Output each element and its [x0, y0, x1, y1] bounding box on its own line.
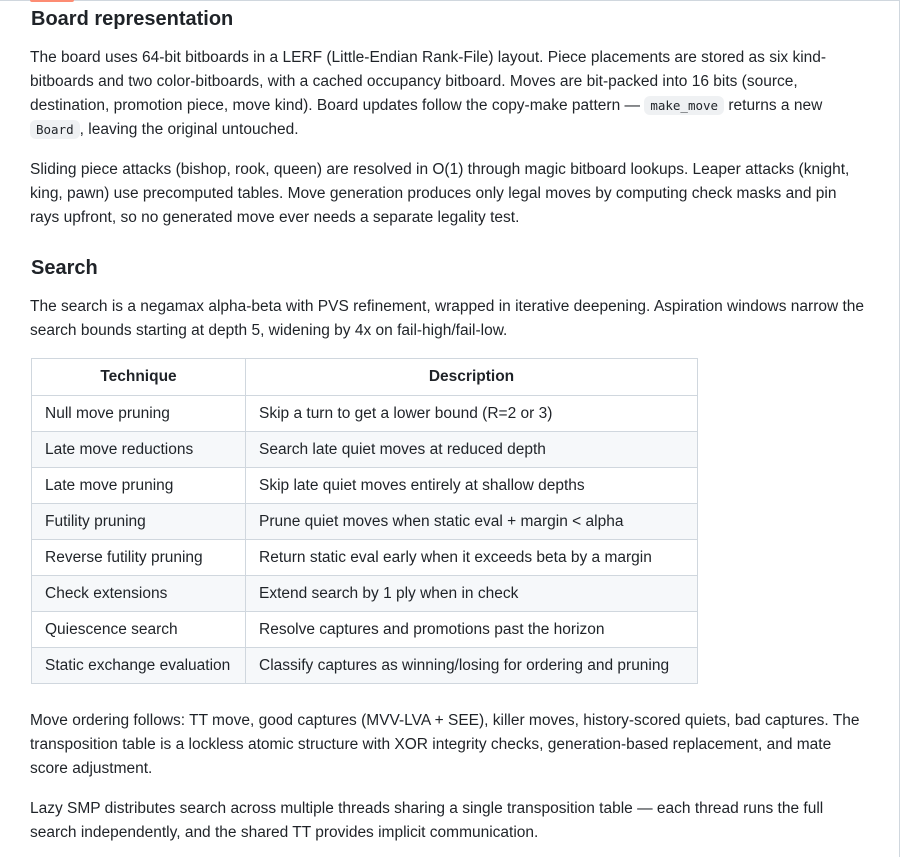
cell-description: Resolve captures and promotions past the horizon	[246, 612, 698, 648]
cell-description: Extend search by 1 ply when in check	[246, 576, 698, 612]
text-run: The board uses 64-bit bitboards in a LERF (Little-Endian Rank-File) layout. Piece placements are stored as six kind-bitboards and two color-bitboards, with a cached occupancy bitboard. Moves are bit-packed into 16 bits (source, destination, promotion piece, move kind). Board updates follow the copy-make pattern —	[30, 49, 827, 114]
table-row	[32, 576, 698, 612]
cell-technique: Check extensions	[32, 576, 246, 612]
paragraph-board-1	[30, 46, 870, 142]
text-run: returns a new	[724, 97, 823, 114]
cell-description: Skip a turn to get a lower bound (R=2 or 3)	[246, 396, 698, 432]
cell-technique: Quiescence search	[32, 612, 246, 648]
table-row	[32, 468, 698, 504]
tab-underline-accent	[30, 0, 74, 2]
cell-technique: Static exchange evaluation	[32, 648, 246, 684]
cell-description: Return static eval early when it exceeds beta by a margin	[246, 540, 698, 576]
cell-technique: Null move pruning	[32, 396, 246, 432]
cell-technique: Futility pruning	[32, 504, 246, 540]
header-technique: Technique	[32, 359, 246, 396]
cell-technique: Reverse futility pruning	[32, 540, 246, 576]
paragraph-search-1: The search is a negamax alpha-beta with PVS refinement, wrapped in iterative deepening. Aspiration windows narrow the search bounds starting at depth 5, widening by 4x on fail-high/fail-low.	[30, 298, 865, 339]
table-header-row	[32, 359, 698, 396]
table-row	[32, 432, 698, 468]
header-description: Description	[246, 359, 698, 396]
table-row	[32, 612, 698, 648]
paragraph-search-3: Lazy SMP distributes search across multiple threads sharing a single transposition table — each thread runs the full search independently, and the shared TT provides implicit communication.	[30, 800, 824, 841]
paragraph-search-2: Move ordering follows: TT move, good captures (MVV-LVA + SEE), killer moves, history-scored quiets, bad captures. The transposition table is a lockless atomic structure with XOR integrity checks, generation-based replacement, and mate score adjustment.	[30, 712, 860, 777]
table-row	[32, 648, 698, 684]
heading-board-representation: Board representation	[31, 8, 234, 30]
cell-description: Prune quiet moves when static eval + margin < alpha	[246, 504, 698, 540]
inline-code-make-move: make_move	[644, 96, 724, 115]
text-run: , leaving the original untouched.	[79, 121, 299, 138]
inline-code-board: Board	[30, 120, 80, 139]
cell-technique: Late move pruning	[32, 468, 246, 504]
table-row	[32, 396, 698, 432]
paragraph-board-2: Sliding piece attacks (bishop, rook, queen) are resolved in O(1) through magic bitboard lookups. Leaper attacks (knight, king, pawn) use precomputed tables. Move generation produces only legal moves by computing check masks and pin rays upfront, so no generated move ever needs a separate legality test.	[30, 161, 850, 226]
table-row	[32, 504, 698, 540]
techniques-table	[31, 358, 698, 684]
table-row	[32, 540, 698, 576]
heading-search: Search	[31, 257, 98, 279]
cell-description: Skip late quiet moves entirely at shallow depths	[246, 468, 698, 504]
cell-description: Search late quiet moves at reduced depth	[246, 432, 698, 468]
cell-description: Classify captures as winning/losing for ordering and pruning	[246, 648, 698, 684]
cell-technique: Late move reductions	[32, 432, 246, 468]
